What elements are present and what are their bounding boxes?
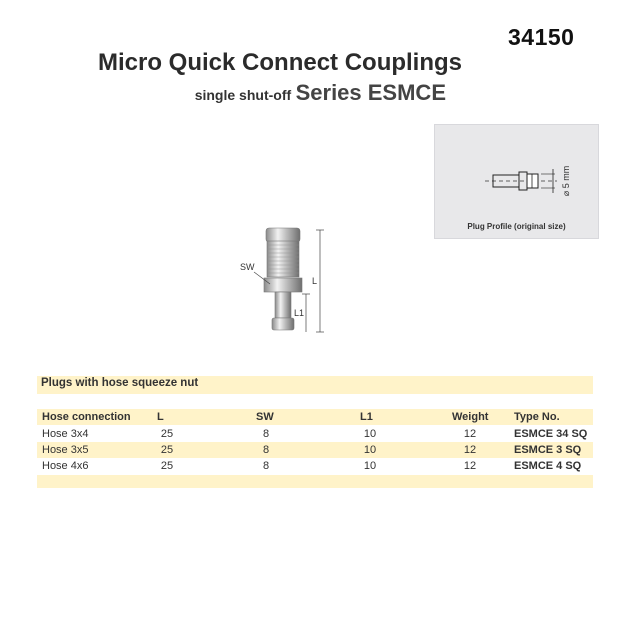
plug-profile-panel	[434, 124, 599, 239]
coupling-plug-image	[232, 222, 342, 338]
header-hose-connection: Hose connection	[42, 411, 131, 423]
header-sw: SW	[256, 411, 274, 423]
header-weight: Weight	[452, 411, 489, 423]
row-l: 25	[160, 460, 174, 472]
header-l: L	[157, 411, 164, 423]
row-l1: 10	[363, 444, 377, 456]
table-footer-band	[37, 475, 593, 488]
row-hose: Hose 3x4	[42, 428, 89, 440]
row-sw: 8	[262, 444, 270, 456]
table-row-band	[37, 442, 593, 458]
sw-label: SW	[240, 262, 255, 272]
row-hose: Hose 4x6	[42, 460, 89, 472]
row-type-no: ESMCE 4 SQ	[514, 460, 582, 472]
subtitle-prefix: single shut-off	[194, 87, 292, 103]
row-weight: 12	[463, 444, 477, 456]
row-type-no: ESMCE 3 SQ	[514, 444, 582, 456]
table-title: Plugs with hose squeeze nut	[41, 377, 199, 389]
row-weight: 12	[463, 460, 477, 472]
row-sw: 8	[262, 460, 270, 472]
subtitle-series: Series ESMCE	[295, 80, 446, 105]
l1-label: L1	[294, 308, 305, 318]
row-l: 25	[160, 444, 174, 456]
row-l: 25	[160, 428, 174, 440]
page-subtitle	[195, 80, 446, 106]
row-sw: 8	[262, 428, 270, 440]
row-l1: 10	[363, 460, 377, 472]
header-type-no: Type No.	[514, 411, 560, 423]
page-title: Micro Quick Connect Couplings	[98, 49, 463, 76]
row-weight: 12	[463, 428, 477, 440]
diameter-label: ⌀ 5 mm	[561, 165, 571, 197]
plug-profile-caption: Plug Profile (original size)	[467, 222, 566, 231]
header-l1: L1	[360, 411, 373, 423]
row-type-no: ESMCE 34 SQ	[514, 428, 588, 440]
row-hose: Hose 3x5	[42, 444, 89, 456]
row-l1: 10	[363, 428, 377, 440]
catalog-number: 34150	[508, 24, 575, 50]
l-label: L	[312, 276, 318, 286]
